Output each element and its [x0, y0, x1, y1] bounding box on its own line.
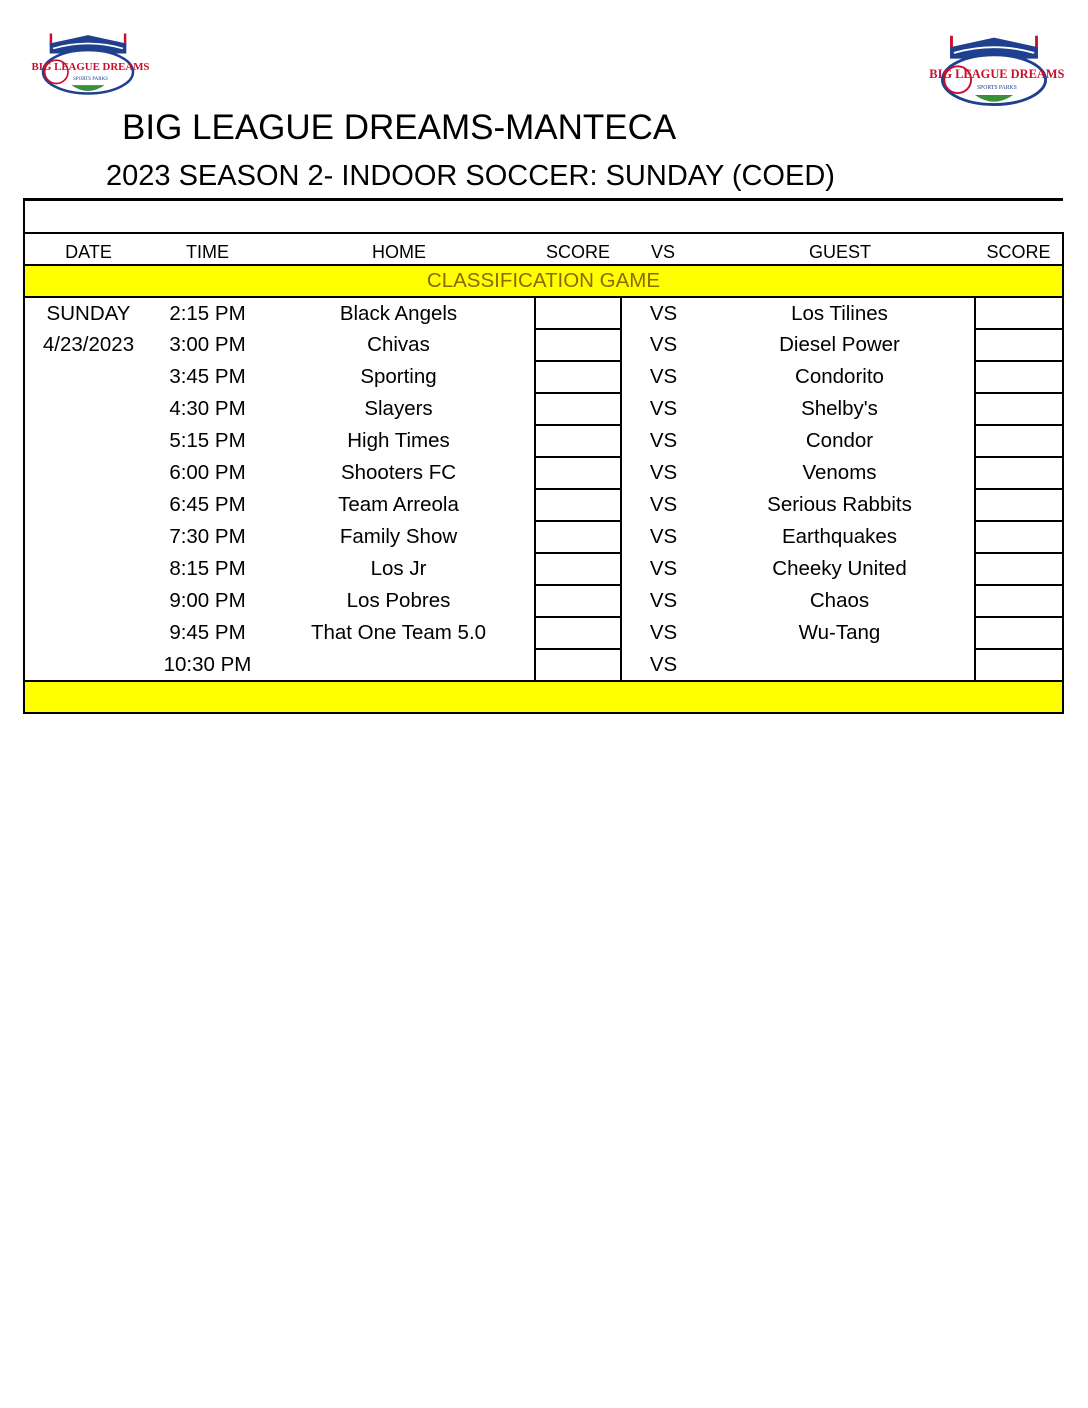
home-score-box[interactable]	[535, 297, 621, 329]
header-row	[24, 233, 1063, 265]
home-score-box[interactable]	[535, 329, 621, 361]
guest-score-box[interactable]	[975, 329, 1063, 361]
game-row	[24, 457, 1063, 489]
game-date	[24, 457, 152, 489]
guest-team: Condorito	[795, 365, 884, 388]
game-row	[24, 361, 1063, 393]
game-row	[24, 297, 1063, 329]
home-score-box[interactable]	[535, 617, 621, 649]
game-row	[24, 521, 1063, 553]
home-score-box[interactable]	[535, 393, 621, 425]
guest-score-box[interactable]	[975, 649, 1063, 681]
guest-team: Chaos	[809, 589, 870, 612]
game-time: 8:15 PM	[169, 557, 246, 580]
guest-team: Shelby's	[801, 397, 878, 420]
home-score-box[interactable]	[535, 361, 621, 393]
game-time: 10:30 PM	[152, 649, 263, 681]
game-date	[24, 425, 152, 457]
guest-team: Los Tilines	[791, 301, 888, 325]
home-team	[263, 649, 535, 681]
column-header-guest: GUEST	[705, 233, 975, 265]
big-league-dreams-logo	[31, 28, 150, 104]
vs-label: VS	[649, 621, 678, 644]
game-date: 4/23/2023	[24, 329, 152, 361]
home-team: Slayers	[364, 397, 433, 420]
guest-score-box[interactable]	[975, 393, 1063, 425]
home-team: Los Jr	[370, 557, 427, 580]
game-time: 9:00 PM	[169, 589, 246, 612]
svg-text:SPORTS PARKS: SPORTS PARKS	[976, 85, 1017, 92]
divider	[23, 198, 1063, 201]
column-header-home-score: SCORE	[535, 233, 621, 265]
svg-text:SPORTS PARKS: SPORTS PARKS	[73, 77, 108, 83]
game-time: 9:45 PM	[169, 621, 246, 644]
guest-team: Serious Rabbits	[767, 493, 912, 516]
guest-score-box[interactable]	[975, 425, 1063, 457]
section-label: CLASSIFICATION GAME	[24, 265, 1063, 297]
column-header-date: DATE	[24, 233, 152, 265]
game-date	[24, 585, 152, 617]
home-score-box[interactable]	[535, 585, 621, 617]
home-team: Shooters FC	[340, 461, 457, 484]
vs-label: VS	[649, 397, 678, 420]
home-score-box[interactable]	[535, 425, 621, 457]
game-row	[24, 617, 1063, 649]
game-row	[24, 649, 1063, 681]
guest-score-box[interactable]	[975, 361, 1063, 393]
schedule-table	[23, 232, 1064, 714]
vs-label: VS	[621, 649, 705, 681]
vs-label: VS	[649, 301, 678, 325]
svg-text:BIG LEAGUE DREAMS: BIG LEAGUE DREAMS	[31, 61, 150, 74]
vs-label: VS	[649, 429, 678, 452]
guest-score-box[interactable]	[975, 489, 1063, 521]
guest-team: Wu-Tang	[798, 621, 881, 644]
vs-label: VS	[649, 333, 678, 356]
guest-score-box[interactable]	[975, 585, 1063, 617]
vs-label: VS	[649, 365, 678, 388]
game-time: 2:15 PM	[169, 301, 246, 325]
guest-team: Venoms	[802, 461, 877, 484]
column-header-guest-score: SCORE	[975, 233, 1063, 265]
guest-score-box[interactable]	[975, 297, 1063, 329]
home-score-box[interactable]	[535, 521, 621, 553]
guest-team	[705, 649, 975, 681]
column-header-home: HOME	[263, 233, 535, 265]
guest-score-box[interactable]	[975, 617, 1063, 649]
game-row	[24, 489, 1063, 521]
game-date: SUNDAY	[24, 297, 152, 329]
vs-label: VS	[649, 461, 678, 484]
guest-score-box[interactable]	[975, 521, 1063, 553]
game-time: 3:00 PM	[169, 333, 246, 356]
home-team: Los Pobres	[346, 589, 451, 612]
home-score-box[interactable]	[535, 649, 621, 681]
game-time: 5:15 PM	[169, 429, 246, 452]
column-header-time: TIME	[152, 233, 263, 265]
game-time: 7:30 PM	[169, 525, 246, 548]
home-team: Sporting	[360, 365, 437, 388]
page-title: BIG LEAGUE DREAMS-MANTECA	[122, 108, 677, 147]
vs-label: VS	[649, 493, 678, 516]
game-row	[24, 553, 1063, 585]
game-date	[24, 649, 152, 681]
home-team: That One Team 5.0	[310, 621, 487, 644]
guest-team: Diesel Power	[779, 333, 900, 356]
page-subtitle: 2023 SEASON 2- INDOOR SOCCER: SUNDAY (COED)	[106, 160, 835, 192]
footer-bar	[24, 681, 1063, 713]
guest-score-box[interactable]	[975, 553, 1063, 585]
guest-score-box[interactable]	[975, 457, 1063, 489]
game-time: 4:30 PM	[169, 397, 246, 420]
game-date	[24, 489, 152, 521]
home-score-box[interactable]	[535, 553, 621, 585]
game-row	[24, 329, 1063, 361]
game-time: 6:45 PM	[169, 493, 246, 516]
big-league-dreams-logo	[929, 30, 1065, 116]
game-date	[24, 393, 152, 425]
game-time: 3:45 PM	[169, 365, 246, 388]
column-header-vs: VS	[621, 233, 705, 265]
home-team: Black Angels	[339, 301, 458, 325]
home-team: Family Show	[339, 525, 458, 548]
svg-text:BIG LEAGUE DREAMS: BIG LEAGUE DREAMS	[929, 66, 1065, 81]
game-time: 6:00 PM	[169, 461, 246, 484]
guest-team: Earthquakes	[781, 525, 898, 548]
game-date	[24, 553, 152, 585]
guest-team: Condor	[805, 429, 874, 452]
home-score-box[interactable]	[535, 457, 621, 489]
home-team: Chivas	[367, 333, 430, 356]
vs-label: VS	[649, 525, 678, 548]
footer-row	[24, 681, 1063, 713]
vs-label: VS	[649, 557, 678, 580]
guest-team: Cheeky United	[772, 557, 907, 580]
home-score-box[interactable]	[535, 489, 621, 521]
game-row	[24, 393, 1063, 425]
game-date	[24, 361, 152, 393]
divider	[23, 200, 25, 232]
game-row	[24, 425, 1063, 457]
game-date	[24, 617, 152, 649]
game-row	[24, 585, 1063, 617]
home-team: Team Arreola	[338, 493, 459, 516]
game-date	[24, 521, 152, 553]
vs-label: VS	[649, 589, 678, 612]
home-team: High Times	[347, 429, 450, 452]
section-header-row	[24, 265, 1063, 297]
